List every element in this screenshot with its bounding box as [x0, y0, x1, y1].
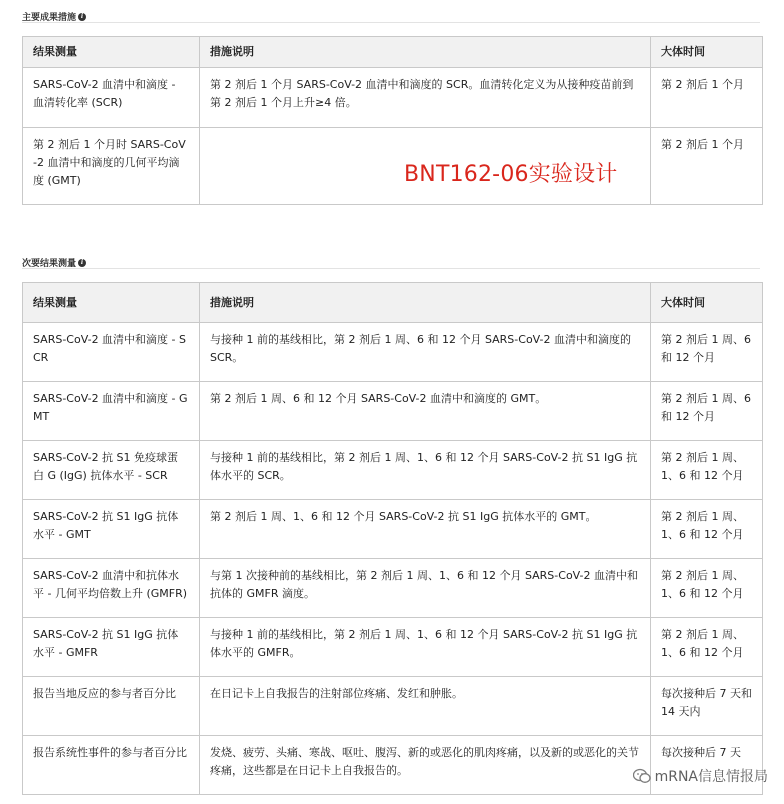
table-row — [23, 618, 763, 677]
outcome-measure: SARS-CoV-2 血清中和滴度 - SCR — [23, 323, 200, 382]
time-frame: 第 2 剂后 1 周、6 和 12 个月 — [651, 382, 763, 441]
section-divider — [22, 22, 760, 23]
outcome-measure: SARS-CoV-2 血清中和抗体水平 - 几何平均倍数上升 (GMFR) — [23, 559, 200, 618]
outcome-measure: 报告当地反应的参与者百分比 — [23, 677, 200, 736]
measure-description: 第 2 剂后 1 周、6 和 12 个月 SARS-CoV-2 血清中和滴度的 GMT。 — [200, 382, 651, 441]
table-row — [23, 500, 763, 559]
outcome-measure: SARS-CoV-2 抗 S1 免疫球蛋白 G (IgG) 抗体水平 - SCR — [23, 441, 200, 500]
measure-description: 与接种 1 前的基线相比，第 2 剂后 1 周、6 和 12 个月 SARS-CoV-2 血清中和滴度的 SCR。 — [200, 323, 651, 382]
wechat-icon — [633, 768, 651, 784]
outcome-measure: 第 2 剂后 1 个月时 SARS-CoV-2 血清中和滴度的几何平均滴度 (GMT) — [23, 128, 200, 205]
secondary-section-label: 次要结果测量 — [22, 259, 77, 269]
table-header-row — [23, 37, 763, 68]
time-frame: 第 2 剂后 1 个月 — [651, 68, 763, 128]
table-header-row — [23, 283, 763, 323]
header-timeframe: 大体时间 — [651, 283, 763, 323]
time-frame: 第 2 剂后 1 周、1、6 和 12 个月 — [651, 500, 763, 559]
table-row — [23, 128, 763, 205]
watermark — [633, 766, 768, 786]
measure-description: 第 2 剂后 1 周、1、6 和 12 个月 SARS-CoV-2 抗 S1 IgG 抗体水平的 GMT。 — [200, 500, 651, 559]
outcome-measure: SARS-CoV-2 抗 S1 IgG 抗体水平 - GMT — [23, 500, 200, 559]
outcome-measure: SARS-CoV-2 血清中和滴度 - 血清转化率 (SCR) — [23, 68, 200, 128]
time-frame: 第 2 剂后 1 个月 — [651, 128, 763, 205]
measure-description: 发烧、疲劳、头痛、寒战、呕吐、腹泻、新的或恶化的肌肉疼痛，以及新的或恶化的关节疼痛，这些都是在日记卡上自我报告的。 — [200, 736, 651, 795]
measure-description: 与接种 1 前的基线相比，第 2 剂后 1 周、1、6 和 12 个月 SARS-CoV-2 抗 S1 IgG 抗体水平的 GMFR。 — [200, 618, 651, 677]
measure-description: 与第 1 次接种前的基线相比，第 2 剂后 1 周、1、6 和 12 个月 SARS-CoV-2 血清中和抗体的 GMFR 滴度。 — [200, 559, 651, 618]
header-outcome: 结果测量 — [23, 283, 200, 323]
time-frame: 每次接种后 7 天 — [651, 736, 763, 795]
outcome-measure: SARS-CoV-2 抗 S1 IgG 抗体水平 - GMFR — [23, 618, 200, 677]
header-description: 措施说明 — [200, 37, 651, 68]
info-icon[interactable]: i — [78, 259, 86, 267]
table-row — [23, 559, 763, 618]
header-outcome: 结果测量 — [23, 37, 200, 68]
outcome-measure: SARS-CoV-2 血清中和滴度 - GMT — [23, 382, 200, 441]
time-frame: 每次接种后 7 天和 14 天内 — [651, 677, 763, 736]
measure-description: 在日记卡上自我报告的注射部位疼痛、发红和肿胀。 — [200, 677, 651, 736]
measure-description: 第 2 剂后 1 个月 SARS-CoV-2 血清中和滴度的 SCR。血清转化定义为从接种疫苗前到第 2 剂后 1 个月上升≥4 倍。 — [200, 68, 651, 128]
table-row — [23, 441, 763, 500]
time-frame: 第 2 剂后 1 周、1、6 和 12 个月 — [651, 559, 763, 618]
time-frame: 第 2 剂后 1 周、6 和 12 个月 — [651, 323, 763, 382]
table-row — [23, 323, 763, 382]
primary-outcomes-table — [22, 36, 763, 205]
time-frame: 第 2 剂后 1 周、1、6 和 12 个月 — [651, 441, 763, 500]
overlay-title: BNT162-06实验设计 — [404, 162, 618, 187]
watermark-text: mRNA信息情报局 — [654, 769, 768, 785]
table-row — [23, 677, 763, 736]
time-frame: 第 2 剂后 1 周、1、6 和 12 个月 — [651, 618, 763, 677]
secondary-outcomes-table — [22, 282, 763, 795]
info-icon[interactable]: i — [78, 13, 86, 21]
primary-section-label: 主要成果措施 — [22, 13, 77, 23]
measure-description: 与接种 1 前的基线相比，第 2 剂后 1 周、1、6 和 12 个月 SARS-CoV-2 抗 S1 IgG 抗体水平的 SCR。 — [200, 441, 651, 500]
table-row — [23, 68, 763, 128]
table-row — [23, 382, 763, 441]
section-divider — [22, 268, 760, 269]
header-timeframe: 大体时间 — [651, 37, 763, 68]
header-description: 措施说明 — [200, 283, 651, 323]
outcome-measure: 报告系统性事件的参与者百分比 — [23, 736, 200, 795]
